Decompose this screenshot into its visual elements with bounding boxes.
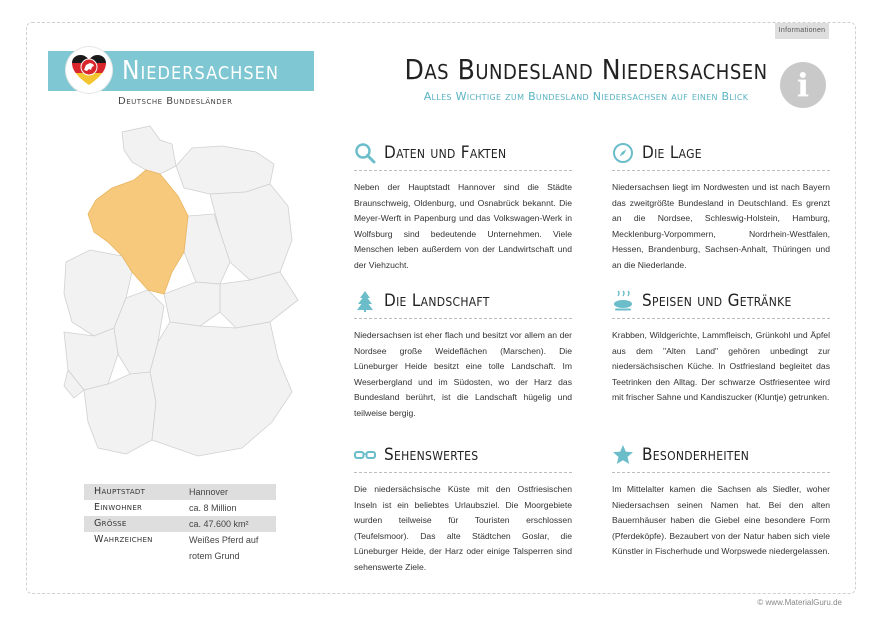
section-daten [354,140,572,273]
glasses-icon [354,444,376,466]
section-title: Sehenswertes [384,445,479,465]
state-name: Niedersachsen [122,56,279,86]
section-title: Daten und Fakten [384,143,507,163]
section-text: Neben der Hauptstadt Hannover sind die Städte Braunschweig, Oldenburg, und Osnabrück bekannt. Die Meyer-Werft in Papenburg und das Volkswagen-Werk in Wolfsburg sind bedeutende Unternehmen. Viele Menschen leben außerdem von der Landwirtschaft und der Viehzucht. [354,182,572,270]
dish-icon [612,290,634,312]
page-subtitle: Alles Wichtige zum Bundesland Niedersachsen auf einen Blick [423,90,749,103]
facts-table [84,484,276,564]
section-sehenswertes [354,442,572,575]
section-text: Niedersachsen ist eher flach und besitzt vor allem an der Nordsee große Weideflächen (Marschen). Die Lüneburger Heide besitzt eine tolle Landschaft. Im Weserbergland und im Südosten, wo der Harz das Bundesland berührt, ist die Landschaft hügelig und teilweise bergig. [354,330,572,418]
state-subtitle: Deutsche Bundesländer [118,96,233,107]
star-icon [612,444,634,466]
section-title: Die Lage [642,143,702,163]
map-region-bayern [150,322,292,456]
state-banner [48,51,314,91]
tree-icon [354,290,376,312]
section-text: Krabben, Wildgerichte, Lammfleisch, Grünkohl und Äpfel aus dem "Alten Land" gehören unbedingt zur niedersächsischen Küche. In Ostfriesland begleitet das Teetrinken den Alltag. Der schwarze Ostfriesentee wird mit frischer Sahne und Kandiszucker (Kluntje) getrunken. [612,330,830,402]
copyright-notice: © www.MaterialGuru.de [757,598,842,607]
page-title: Das Bundesland Niedersachsen [404,53,768,86]
heart-flag-icon [66,47,112,93]
fact-row-area: Größe ca. 47.600 km² [84,516,276,532]
section-landschaft [354,288,572,421]
fact-row-population: Einwohner ca. 8 Million [94,502,237,513]
section-text: Die niedersächsische Küste mit den Ostfriesischen Inseln ist ein beliebtes Urlaubsziel. Die Moorgebiete wurden teilweise für Touristen erschlossen (Teufelsmoor). Das alte Städtchen Goslar, die Lüneburger Heide, der Harz oder einige Talsperren sind sehenswerte Ziele. [354,484,572,572]
map-region-schleswig-holstein [122,126,176,174]
fact-row-landmark: Wahrzeichen Weißes Pferd auf rotem Grund [94,534,259,561]
section-speisen [612,288,830,406]
section-text: Niedersachsen liegt im Nordwesten und ist nach Bayern das zweitgrößte Bundesland in Deutschland. Es grenzt an die Nordsee, Schleswig-Holstein, Hamburg, Mecklenburg-Vorpommern, Nordrhein-Westfalen, Hessen, Brandenburg, Sachsen-Anhalt, Thüringen und an die Niederlande. [612,182,830,270]
category-tag: Informationen [775,23,829,39]
germany-map [60,122,310,467]
map-region-mecklenburg [176,146,274,194]
info-icon: i [780,62,826,108]
section-title: Speisen und Getränke [642,291,792,311]
section-text: Im Mittelalter kamen die Sachsen als Siedler, woher Niedersachsen seinen Namen hat. Bei den alten Bauernhäuser haben die Giebel eine besondere Form (Pferdeköpfe). Bezaubert von der Natur haben sich viele Künstler in Fischerhude und Worpswede niedergelassen. [612,484,830,556]
section-title: Besonderheiten [642,445,750,465]
compass-icon [612,142,634,164]
section-besonderheiten [612,442,830,560]
map-region-thueringen [164,282,220,326]
section-lage [612,140,830,273]
state-heart-emblem [66,47,112,93]
map-region-sachsen [220,272,298,328]
section-title: Die Landschaft [384,291,490,311]
fact-row-capital: Hauptstadt Hannover [84,484,276,500]
magnifier-icon [354,142,376,164]
